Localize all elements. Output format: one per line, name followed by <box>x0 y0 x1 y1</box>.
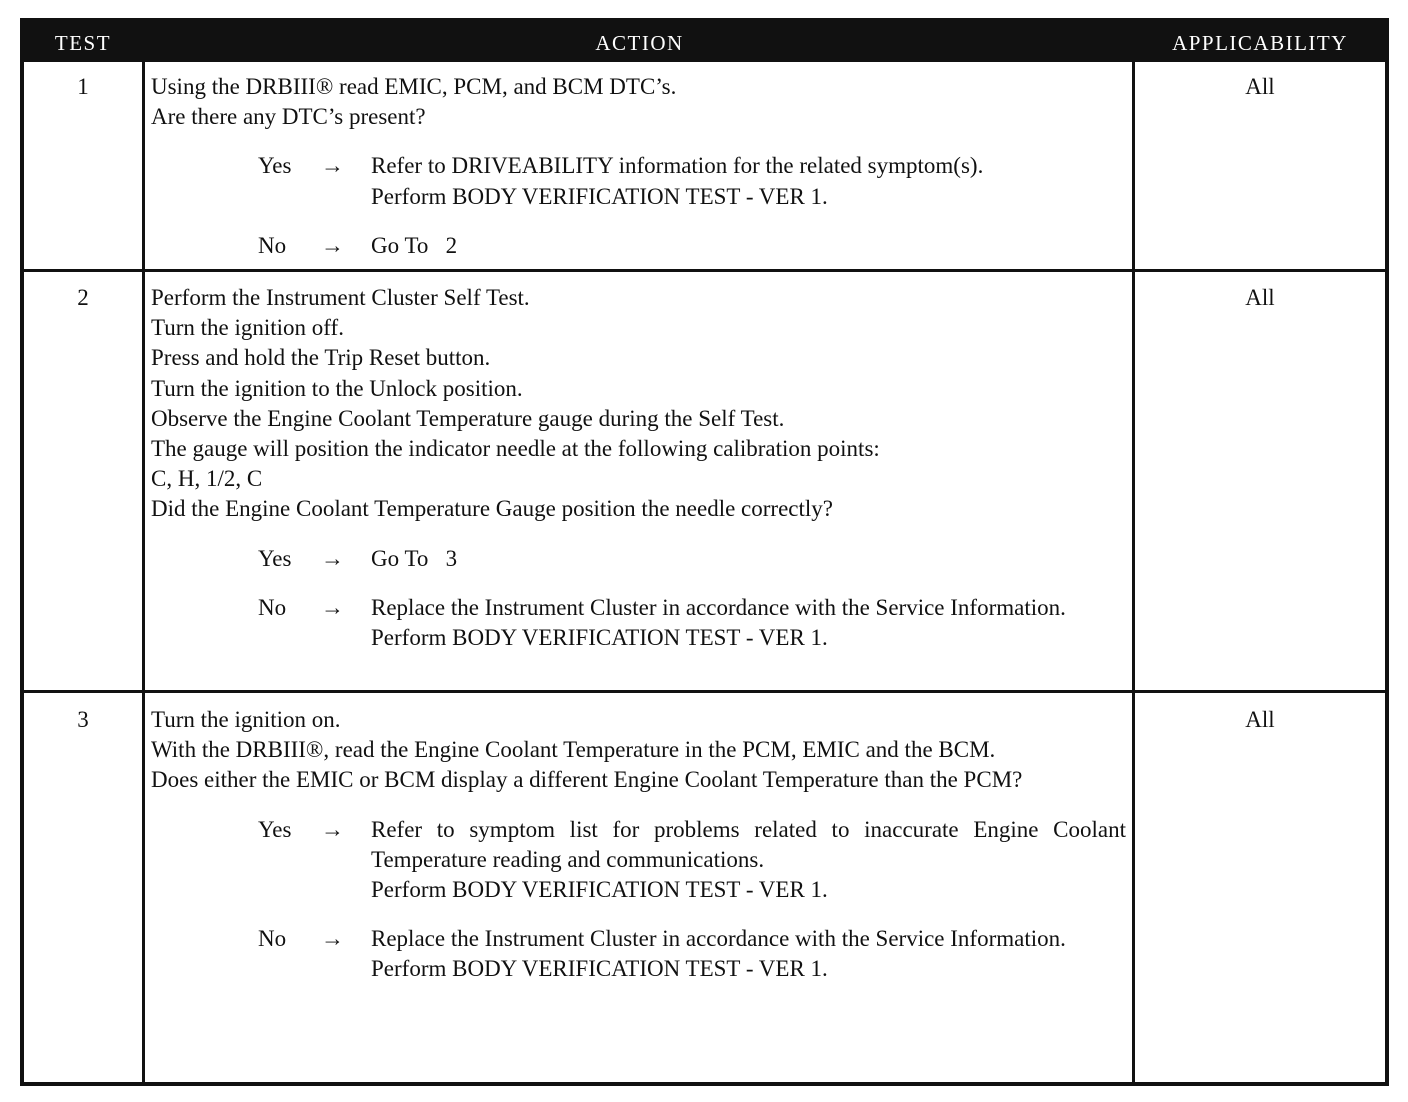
action-cell <box>151 705 1126 985</box>
question-line: Turn the ignition to the Unlock position. <box>151 375 523 401</box>
table-header <box>24 22 1385 62</box>
question-line: With the DRBIII®, read the Engine Coolant Temperature in the PCM, EMIC and the BCM. <box>151 737 996 763</box>
test-number: 1 <box>77 74 89 99</box>
yes-label: Yes <box>258 545 292 571</box>
arrow-right-icon: → <box>321 545 344 571</box>
result-line: Replace the Instrument Cluster in accordance with the Service Information. <box>371 594 1066 620</box>
row-divider <box>24 269 1385 272</box>
column-divider-test <box>142 62 145 1082</box>
result-line: Perform BODY VERIFICATION TEST - VER 1. <box>371 956 828 982</box>
yes-result <box>371 544 1126 574</box>
question-line: Press and hold the Trip Reset button. <box>151 345 491 371</box>
question-line: The gauge will position the indicator needle at the following calibration points: <box>151 436 880 462</box>
applicability-value: All <box>1245 285 1275 310</box>
result-line: Perform BODY VERIFICATION TEST - VER 1. <box>371 183 828 209</box>
result-line: Refer to symptom list for problems related to inaccurate Engine Coolant Temperature reading and communications. <box>371 816 1126 872</box>
question <box>151 705 1126 796</box>
answer-no <box>151 924 1126 984</box>
header-test: TEST <box>54 31 112 55</box>
header-applicability: APPLICABILITY <box>1172 31 1348 55</box>
test-number: 3 <box>77 707 89 732</box>
arrow-right-icon: → <box>321 153 344 179</box>
arrow-right-icon: → <box>321 594 344 620</box>
question-line: Turn the ignition off. <box>151 315 344 341</box>
result-line: Go To 3 <box>371 545 458 571</box>
question <box>151 72 1126 132</box>
column-divider-applicability <box>1132 62 1135 1082</box>
result-line: Refer to DRIVEABILITY information for the related symptom(s). <box>371 153 984 179</box>
yes-result <box>371 815 1126 906</box>
no-label: No <box>258 232 287 258</box>
answer-yes <box>151 544 1126 574</box>
no-result <box>371 924 1126 984</box>
answer-yes <box>151 815 1126 906</box>
question <box>151 283 1126 525</box>
question-line: Does either the EMIC or BCM display a different Engine Coolant Temperature than the PCM? <box>151 767 1023 793</box>
arrow-right-icon: → <box>321 926 344 952</box>
question-line: Perform the Instrument Cluster Self Test. <box>151 285 530 310</box>
answer-no <box>151 593 1126 653</box>
no-result <box>371 231 1126 261</box>
result-line: Replace the Instrument Cluster in accordance with the Service Information. <box>371 926 1066 952</box>
answer-yes <box>151 151 1126 211</box>
header-action: ACTION <box>595 31 684 55</box>
diagnostic-test-table <box>20 18 1389 1086</box>
test-number: 2 <box>77 285 89 310</box>
question-line: Turn the ignition on. <box>151 707 341 732</box>
question-line: C, H, 1/2, C <box>151 466 263 492</box>
yes-label: Yes <box>258 153 292 179</box>
result-line: Go To 2 <box>371 232 458 258</box>
applicability-value: All <box>1245 74 1275 99</box>
yes-label: Yes <box>258 816 292 842</box>
question-line: Are there any DTC’s present? <box>151 104 426 130</box>
row-divider <box>24 690 1385 693</box>
no-label: No <box>258 594 287 620</box>
action-cell <box>151 283 1126 653</box>
question-line: Did the Engine Coolant Temperature Gauge position the needle correctly? <box>151 496 833 522</box>
no-label: No <box>258 926 287 952</box>
action-cell <box>151 72 1126 261</box>
no-result <box>371 593 1126 653</box>
question-line: Using the DRBIII® read EMIC, PCM, and BCM DTC’s. <box>151 74 677 99</box>
result-line: Perform BODY VERIFICATION TEST - VER 1. <box>371 625 828 651</box>
answer-no <box>151 231 1126 261</box>
result-line: Perform BODY VERIFICATION TEST - VER 1. <box>371 877 828 903</box>
applicability-value: All <box>1245 707 1275 732</box>
yes-result <box>371 151 1126 211</box>
arrow-right-icon: → <box>321 232 344 258</box>
question-line: Observe the Engine Coolant Temperature gauge during the Self Test. <box>151 405 785 431</box>
arrow-right-icon: → <box>321 816 344 842</box>
